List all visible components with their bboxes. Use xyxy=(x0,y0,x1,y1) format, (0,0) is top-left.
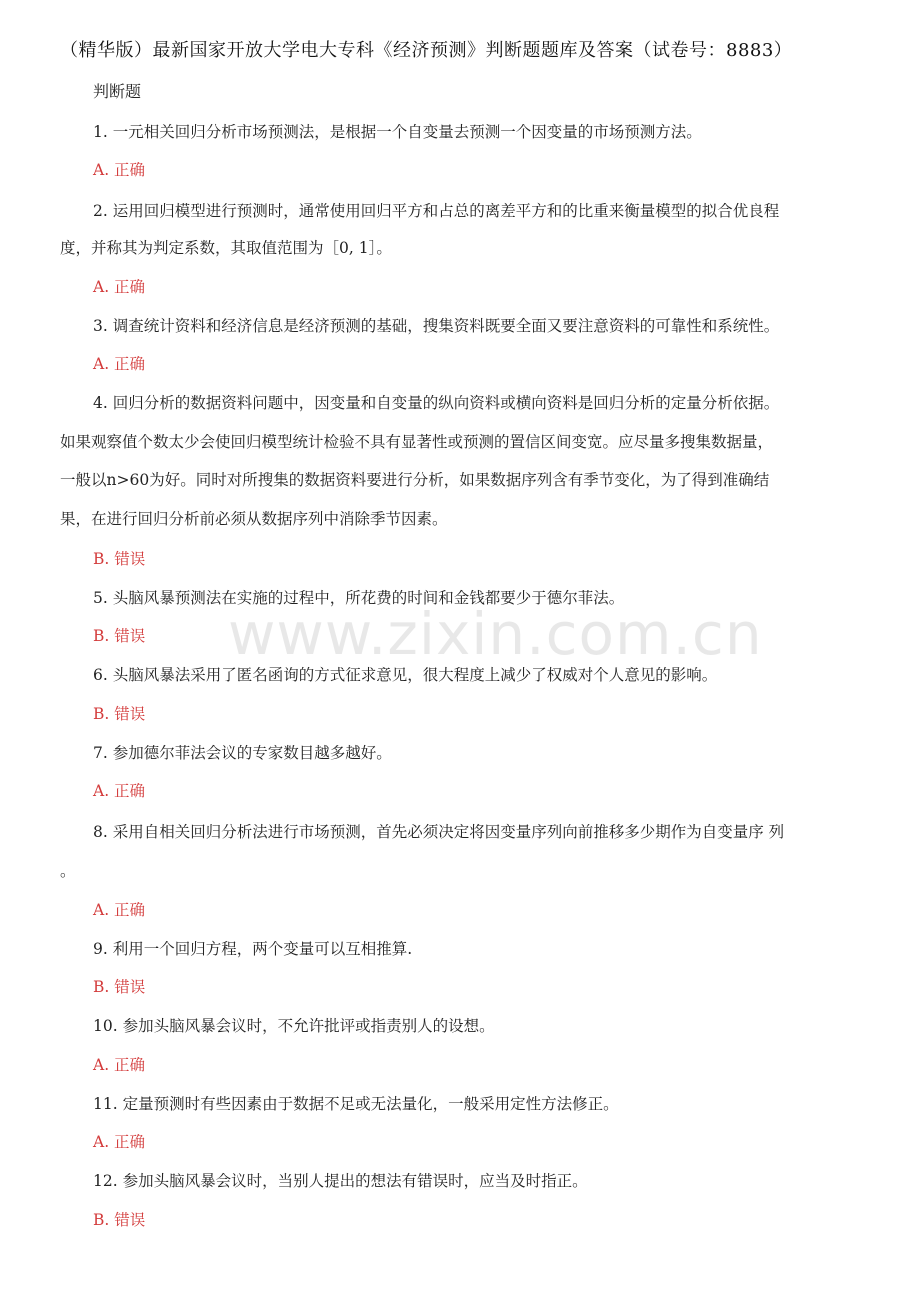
question-10-line-1: 10. 参加头脑风暴会议时，不允许批评或指责别人的设想。 xyxy=(93,1017,495,1035)
question-3-line-1: 3. 调查统计资料和经济信息是经济预测的基础，搜集资料既要全面又要注意资料的可靠性和系统性。 xyxy=(93,317,780,335)
answer-6: B. 错误 xyxy=(93,705,146,723)
document-title: （精华版）最新国家开放大学电大专科《经济预测》判断题题库及答案（试卷号：8883） xyxy=(60,40,793,61)
answer-1: A. 正确 xyxy=(93,161,146,179)
question-7-line-1: 7. 参加德尔菲法会议的专家数目越多越好。 xyxy=(93,744,392,762)
question-1-line-1: 1. 一元相关回归分析市场预测法，是根据一个自变量去预测一个因变量的市场预测方法。 xyxy=(93,123,702,141)
watermark: www.zixin.com.cn xyxy=(228,600,763,668)
answer-7: A. 正确 xyxy=(93,782,146,800)
answer-2: A. 正确 xyxy=(93,278,146,296)
answer-4: B. 错误 xyxy=(93,550,146,568)
answer-10: A. 正确 xyxy=(93,1056,146,1074)
question-12-line-1: 12. 参加头脑风暴会议时，当别人提出的想法有错误时，应当及时指正。 xyxy=(93,1172,588,1190)
question-6-line-1: 6. 头脑风暴法采用了匿名函询的方式征求意见，很大程度上减少了权威对个人意见的影响。 xyxy=(93,666,718,684)
answer-3: A. 正确 xyxy=(93,355,146,373)
question-5-line-1: 5. 头脑风暴预测法在实施的过程中，所花费的时间和金钱都要少于德尔菲法。 xyxy=(93,589,625,607)
question-8-line-1: 8. 采用自相关回归分析法进行市场预测，首先必须决定将因变量序列向前推移多少期作为自变量序 列 xyxy=(93,823,785,841)
answer-8: A. 正确 xyxy=(93,901,146,919)
question-2-line-2: 度，并称其为判定系数，其取值范围为［0, 1］。 xyxy=(60,239,392,257)
question-2-line-1: 2. 运用回归模型进行预测时，通常使用回归平方和占总的离差平方和的比重来衡量模型的拟合优良程 xyxy=(93,202,780,220)
answer-9: B. 错误 xyxy=(93,978,146,996)
question-4-line-1: 4. 回归分析的数据资料问题中，因变量和自变量的纵向资料或横向资料是回归分析的定量分析依据。 xyxy=(93,394,780,412)
answer-5: B. 错误 xyxy=(93,627,146,645)
answer-11: A. 正确 xyxy=(93,1133,146,1151)
question-8-line-2: 。 xyxy=(60,862,76,880)
section-heading: 判断题 xyxy=(93,82,142,101)
question-4-line-3: 一般以n>60为好。同时对所搜集的数据资料要进行分析，如果数据序列含有季节变化，为了得到准确结 xyxy=(60,471,770,489)
question-9-line-1: 9. 利用一个回归方程，两个变量可以互相推算. xyxy=(93,940,413,958)
question-4-line-4: 果，在进行回归分析前必须从数据序列中消除季节因素。 xyxy=(60,510,448,528)
question-11-line-1: 11. 定量预测时有些因素由于数据不足或无法量化，一般采用定性方法修正。 xyxy=(93,1095,619,1113)
question-4-line-2: 如果观察值个数太少会使回归模型统计检验不具有显著性或预测的置信区间变宽。应尽量多搜集数据量， xyxy=(60,433,774,451)
answer-12: B. 错误 xyxy=(93,1211,146,1229)
